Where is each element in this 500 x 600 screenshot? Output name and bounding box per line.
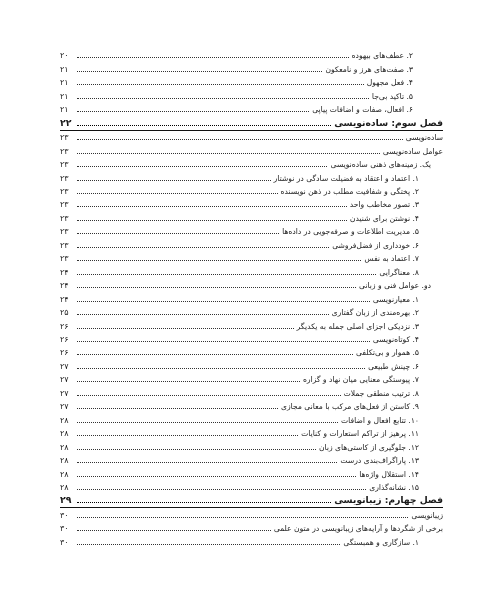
dot-leader [77, 287, 356, 288]
toc-entry-title: ۴. کوتاه‌نویسی [372, 334, 419, 344]
toc-entry-title: ۴. فعل مجهول [366, 78, 413, 88]
toc-page-number: ۲۶ [60, 348, 69, 358]
dot-leader [77, 153, 380, 154]
dot-leader [77, 328, 294, 329]
toc-row [60, 198, 443, 211]
toc-row [60, 62, 443, 75]
toc-page-number: ۲۵ [60, 308, 69, 318]
toc-entry-title: ۸. ترتیب منطقی جملات [343, 388, 419, 398]
toc-entry-title: ۱. اعتماد و اعتقاد به فضیلت سادگی در نوشتار [273, 173, 419, 183]
dot-leader [77, 354, 353, 355]
dot-leader [77, 180, 271, 181]
toc-page-number: ۲۳ [60, 186, 69, 196]
toc-page-number: ۲۰ [60, 51, 69, 61]
dot-leader [77, 395, 341, 396]
toc-page-number: ۲۸ [60, 469, 69, 479]
toc-page-number: ۲۴ [60, 267, 69, 277]
toc-row [60, 144, 443, 157]
toc-row [60, 103, 443, 116]
toc-page-number: ۲۱ [60, 105, 69, 115]
toc-page-number: ۲۸ [60, 456, 69, 466]
toc-row [60, 292, 443, 305]
table-of-contents [60, 49, 443, 549]
toc-entry-title: ۲. بهره‌مندی از زبان گفتاری [331, 308, 419, 318]
toc-entry-title: ۱۲. جلوگیری از کاستی‌های زبان [318, 442, 419, 452]
dot-leader [77, 274, 376, 275]
toc-page-number: ۲۳ [60, 146, 69, 156]
toc-entry-title: ۶. چینش طبیعی [368, 361, 419, 371]
toc-page-number: ۲۳ [60, 160, 69, 170]
toc-row [60, 535, 443, 548]
dot-leader [77, 517, 408, 518]
toc-row [60, 211, 443, 224]
toc-page-number: ۲۸ [60, 415, 69, 425]
toc-entry-title: ۵. مدیریت اطلاعات و صرفه‌جویی در داده‌ها [282, 227, 419, 237]
toc-entry-title: ۱. معیارنویسی [372, 294, 419, 304]
toc-row [60, 400, 443, 413]
toc-page-number: ۲۳ [60, 213, 69, 223]
toc-row [60, 306, 443, 319]
toc-row [60, 522, 443, 535]
toc-row [60, 454, 443, 467]
toc-entry-title: ساده‌نویسی [405, 133, 443, 143]
dot-leader [77, 111, 309, 112]
toc-page-number: ۲۳ [60, 173, 69, 183]
dot-leader [77, 84, 364, 85]
toc-entry-title: ۳. تصور مخاطب واحد [349, 200, 419, 210]
toc-entry-title: ۱۰. تتابع افعال و اضافات [341, 415, 419, 425]
toc-row [60, 131, 443, 144]
toc-page-number: ۲۱ [60, 78, 69, 88]
dot-leader [77, 489, 366, 490]
toc-page-number: ۲۷ [60, 375, 69, 385]
toc-entry-title: ۹. کاستن از فعل‌های مرکب با معانی مجازی [281, 402, 419, 412]
dot-leader [77, 193, 278, 194]
toc-chapter-row [60, 494, 443, 508]
dot-leader [77, 544, 340, 545]
toc-entry-title: ۱۴. استقلال واژه‌ها [359, 469, 419, 479]
toc-entry-title: ۴. نوشتن برای شنیدن [349, 213, 419, 223]
toc-entry-title: ۵. هموار و بی‌تکلفی [356, 348, 419, 358]
dot-leader [77, 422, 338, 423]
dot-leader [77, 139, 403, 140]
toc-chapter-row [60, 116, 443, 130]
toc-row [60, 252, 443, 265]
toc-page-number: ۲۷ [60, 361, 69, 371]
toc-row [60, 346, 443, 359]
toc-page-number: ۳۰ [60, 510, 69, 520]
toc-page-number: ۳۰ [60, 524, 69, 534]
toc-page-number: ۲۳ [60, 227, 69, 237]
toc-entry-title: برخی از شگردها و آرایه‌های زیبانویسی در متون علمی [273, 524, 443, 534]
toc-entry-title: ۷. پیوستگی معنایی میان نهاد و گزاره [302, 375, 419, 385]
dot-leader [77, 125, 331, 126]
dot-leader [77, 260, 361, 261]
toc-page-number: ۲۱ [60, 64, 69, 74]
toc-page-number: ۲۷ [60, 402, 69, 412]
dot-leader [77, 220, 347, 221]
toc-entry-title: عوامل ساده‌نویسی [382, 146, 443, 156]
toc-page-number: ۲۶ [60, 334, 69, 344]
toc-row [60, 481, 443, 494]
toc-page-number: ۲۳ [60, 254, 69, 264]
toc-row [60, 427, 443, 440]
dot-leader [77, 341, 370, 342]
toc-entry-title: ۷. اعتماد به نفس [364, 254, 419, 264]
toc-row [60, 158, 443, 171]
toc-row [60, 171, 443, 184]
toc-entry-title: ۱۳. پاراگراف‌بندی درست [340, 456, 419, 466]
dot-leader [77, 98, 369, 99]
dot-leader [77, 206, 347, 207]
dot-leader [77, 57, 349, 58]
dot-leader [77, 314, 329, 315]
dot-leader [77, 247, 329, 248]
toc-row [60, 508, 443, 521]
toc-row [60, 265, 443, 278]
dot-leader [77, 368, 365, 369]
toc-page-number: ۲۳ [60, 133, 69, 143]
dot-leader [77, 502, 331, 503]
toc-row [60, 319, 443, 332]
toc-page-number: ۲۲ [60, 117, 72, 129]
dot-leader [77, 408, 278, 409]
toc-entry-title: ۲. عطف‌های بیهوده [351, 51, 413, 61]
toc-page-number: ۲۳ [60, 240, 69, 250]
toc-entry-title: فصل سوم: ساده‌نویسی [334, 117, 443, 129]
toc-page-number: ۲۸ [60, 482, 69, 492]
dot-leader [77, 435, 298, 436]
toc-entry-title: ۵. تاکید بی‌جا [371, 91, 413, 101]
dot-leader [77, 449, 316, 450]
toc-entry-title: ۱۱. پرهیز از تراکم استعارات و کنایات [301, 429, 419, 439]
toc-row [60, 279, 443, 292]
toc-page-number: ۲۹ [60, 495, 72, 507]
toc-page-number: ۲۷ [60, 388, 69, 398]
dot-leader [77, 233, 279, 234]
toc-page-number: ۲۸ [60, 442, 69, 452]
dot-leader [77, 71, 322, 72]
toc-entry-title: ۱. سازگاری و همبستگی [343, 537, 419, 547]
dot-leader [77, 530, 271, 531]
toc-entry-title: زیبانویسی [411, 510, 443, 520]
dot-leader [77, 301, 370, 302]
toc-row [60, 333, 443, 346]
toc-row [60, 238, 443, 251]
toc-entry-title: ۲. پختگی و شفافیت مطلب در ذهن نویسنده [280, 186, 419, 196]
toc-entry-title: فصل چهارم: زیبانویسی [334, 495, 443, 507]
dot-leader [77, 476, 356, 477]
toc-row [60, 359, 443, 372]
toc-row [60, 440, 443, 453]
dot-leader [77, 381, 300, 382]
toc-row [60, 49, 443, 62]
toc-entry-title: ۶. افعال، صفات و اضافات پیاپی [312, 105, 413, 115]
toc-row [60, 467, 443, 480]
toc-entry-title: ۶. خودداری از فضل‌فروشی [332, 240, 419, 250]
toc-page-number: ۲۴ [60, 281, 69, 291]
toc-row [60, 185, 443, 198]
toc-page-number: ۲۱ [60, 91, 69, 101]
dot-leader [77, 166, 327, 167]
toc-row [60, 225, 443, 238]
toc-row [60, 89, 443, 102]
toc-row [60, 373, 443, 386]
toc-entry-title: ۳. صفت‌های هرز و نامعکون [325, 64, 413, 74]
toc-entry-title: دو. عوامل فنی و زبانی [359, 281, 431, 291]
toc-row [60, 413, 443, 426]
toc-entry-title: ۳. نزدیکی اجزای اصلی جمله به یکدیگر [296, 321, 419, 331]
toc-row [60, 386, 443, 399]
toc-page-number: ۲۶ [60, 321, 69, 331]
toc-row [60, 76, 443, 89]
dot-leader [77, 462, 337, 463]
toc-entry-title: یک. زمینه‌های ذهنی ساده‌نویسی [330, 160, 431, 170]
toc-entry-title: ۱۵. نشانه‌گذاری [369, 482, 419, 492]
toc-page-number: ۳۰ [60, 537, 69, 547]
toc-page-number: ۲۳ [60, 200, 69, 210]
toc-page-number: ۲۸ [60, 429, 69, 439]
toc-entry-title: ۸. معناگرایی [379, 267, 419, 277]
toc-page-number: ۲۴ [60, 294, 69, 304]
